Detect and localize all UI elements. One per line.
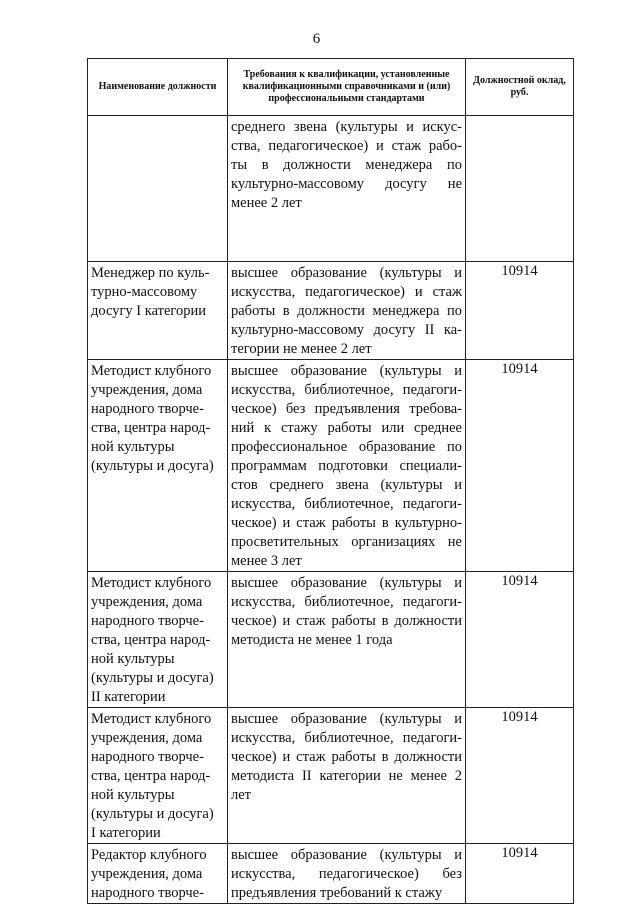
position-name-line: ства, центра народ- [91, 632, 211, 648]
page-number: 6 [312, 31, 321, 47]
requirements-line: менее 3 лет [231, 553, 302, 569]
requirements-line: профессиональное образование по [231, 439, 462, 455]
table-row [88, 262, 574, 360]
requirements-line: работы в должности менеджера по [231, 303, 462, 319]
position-name-cell [88, 708, 228, 844]
position-name-cell [88, 360, 228, 572]
requirements-line: высшее образование (культуры и [231, 265, 462, 281]
position-name-line: ной культуры [91, 787, 175, 803]
requirements-line: высшее образование (культуры и [231, 711, 462, 727]
requirements-line: ческое) и стаж работы в должности [231, 749, 462, 765]
position-name-line: (культуры и досуга) [91, 670, 214, 686]
requirements-line: искусства, педагогическое) и стаж [231, 284, 462, 300]
salary-cell: 10914 [466, 360, 574, 572]
requirements-line: стов среднего звена (культуры и [231, 477, 462, 493]
requirements-cell [228, 708, 466, 844]
requirements-line: ческое) и стаж работы в культурно- [231, 515, 462, 531]
table-row [88, 708, 574, 844]
requirements-line: культурно-массовому досугу не [231, 176, 462, 192]
requirements-line: ний к стажу работы или среднее [231, 420, 462, 436]
table-row [88, 116, 574, 262]
salary-cell: 10914 [466, 708, 574, 844]
requirements-line: ты в должности менеджера по [231, 157, 462, 173]
position-name-line: (культуры и досуга) [91, 806, 214, 822]
requirements-line: менее 2 лет [231, 195, 302, 211]
requirements-line: ческое) и стаж работы в должности [231, 613, 462, 629]
header-position-name: Наименование должности [88, 59, 228, 116]
position-name-line: Редактор клубного [91, 847, 207, 863]
position-name-line: учреждения, дома [91, 594, 203, 610]
position-name-line: народного творче- [91, 749, 204, 765]
requirements-line: ства, педагогическое) и стаж рабо- [231, 138, 462, 154]
table-row [88, 572, 574, 708]
requirements-line: ческое) без предъявления требова- [231, 401, 462, 417]
requirements-line: культурно-массовому досугу II ка- [231, 322, 462, 338]
requirements-line: методиста II категории не менее 2 [231, 768, 462, 784]
position-name-line: учреждения, дома [91, 382, 203, 398]
position-name-line: учреждения, дома [91, 730, 203, 746]
header-requirements: Требования к квалификации, установленные квалификационными справочниками и (или) профессиональными стандартами [228, 59, 466, 116]
position-name-line: народного творче- [91, 401, 204, 417]
requirements-line: искусства, библиотечное, педагоги- [231, 730, 462, 746]
requirements-line: высшее образование (культуры и [231, 847, 462, 863]
position-name-cell [88, 572, 228, 708]
requirements-cell [228, 262, 466, 360]
salary-cell: 10914 [466, 262, 574, 360]
salary-cell [466, 116, 574, 262]
position-name-cell [88, 262, 228, 360]
requirements-line: методиста не менее 1 года [231, 632, 393, 648]
requirements-cell [228, 116, 466, 262]
requirements-line: среднего звена (культуры и искус- [231, 119, 462, 135]
header-salary: Должностной оклад, руб. [466, 59, 574, 116]
position-name-line: народного творче- [91, 885, 204, 901]
position-name-line: Менеджер по куль- [91, 265, 210, 281]
table-header-row [88, 59, 574, 116]
requirements-line: искусства, библиотечное, педагоги- [231, 594, 462, 610]
position-name-line: Методист клубного [91, 575, 212, 591]
table-row [88, 360, 574, 572]
position-name-line: ной культуры [91, 651, 175, 667]
position-name-line: ства, центра народ- [91, 768, 211, 784]
requirements-line: предъявления требований к стажу [231, 885, 443, 901]
requirements-line: просветительных организациях не [231, 534, 462, 550]
requirements-cell [228, 572, 466, 708]
requirements-line: высшее образование (культуры и [231, 575, 462, 591]
position-name-line: Методист клубного [91, 711, 212, 727]
position-name-cell [88, 844, 228, 904]
requirements-cell [228, 844, 466, 904]
position-name-line: народного творче- [91, 613, 204, 629]
requirements-line: искусства, библиотечное, педагоги- [231, 496, 462, 512]
requirements-line: высшее образование (культуры и [231, 363, 462, 379]
position-name-line: Методист клубного [91, 363, 212, 379]
position-name-line: (культуры и досуга) [91, 458, 214, 474]
salary-cell: 10914 [466, 572, 574, 708]
requirements-line: искусства, педагогическое) без [231, 866, 462, 882]
position-name-line: досугу I категории [91, 303, 207, 319]
requirements-cell [228, 360, 466, 572]
position-name-line: ства, центра народ- [91, 420, 211, 436]
positions-table [87, 58, 574, 904]
table-row [88, 844, 574, 904]
requirements-line: искусства, библиотечное, педагоги- [231, 382, 462, 398]
position-name-cell [88, 116, 228, 262]
position-name-line: турно-массовому [91, 284, 198, 300]
requirements-line: тегории не менее 2 лет [231, 341, 372, 357]
position-name-line: учреждения, дома [91, 866, 203, 882]
requirements-line: лет [231, 787, 252, 803]
position-name-line: ной культуры [91, 439, 175, 455]
position-name-line: II категории [91, 689, 166, 705]
requirements-line: программам подготовки специали- [231, 458, 462, 474]
position-name-line: I категории [91, 825, 161, 841]
salary-cell: 10914 [466, 844, 574, 904]
